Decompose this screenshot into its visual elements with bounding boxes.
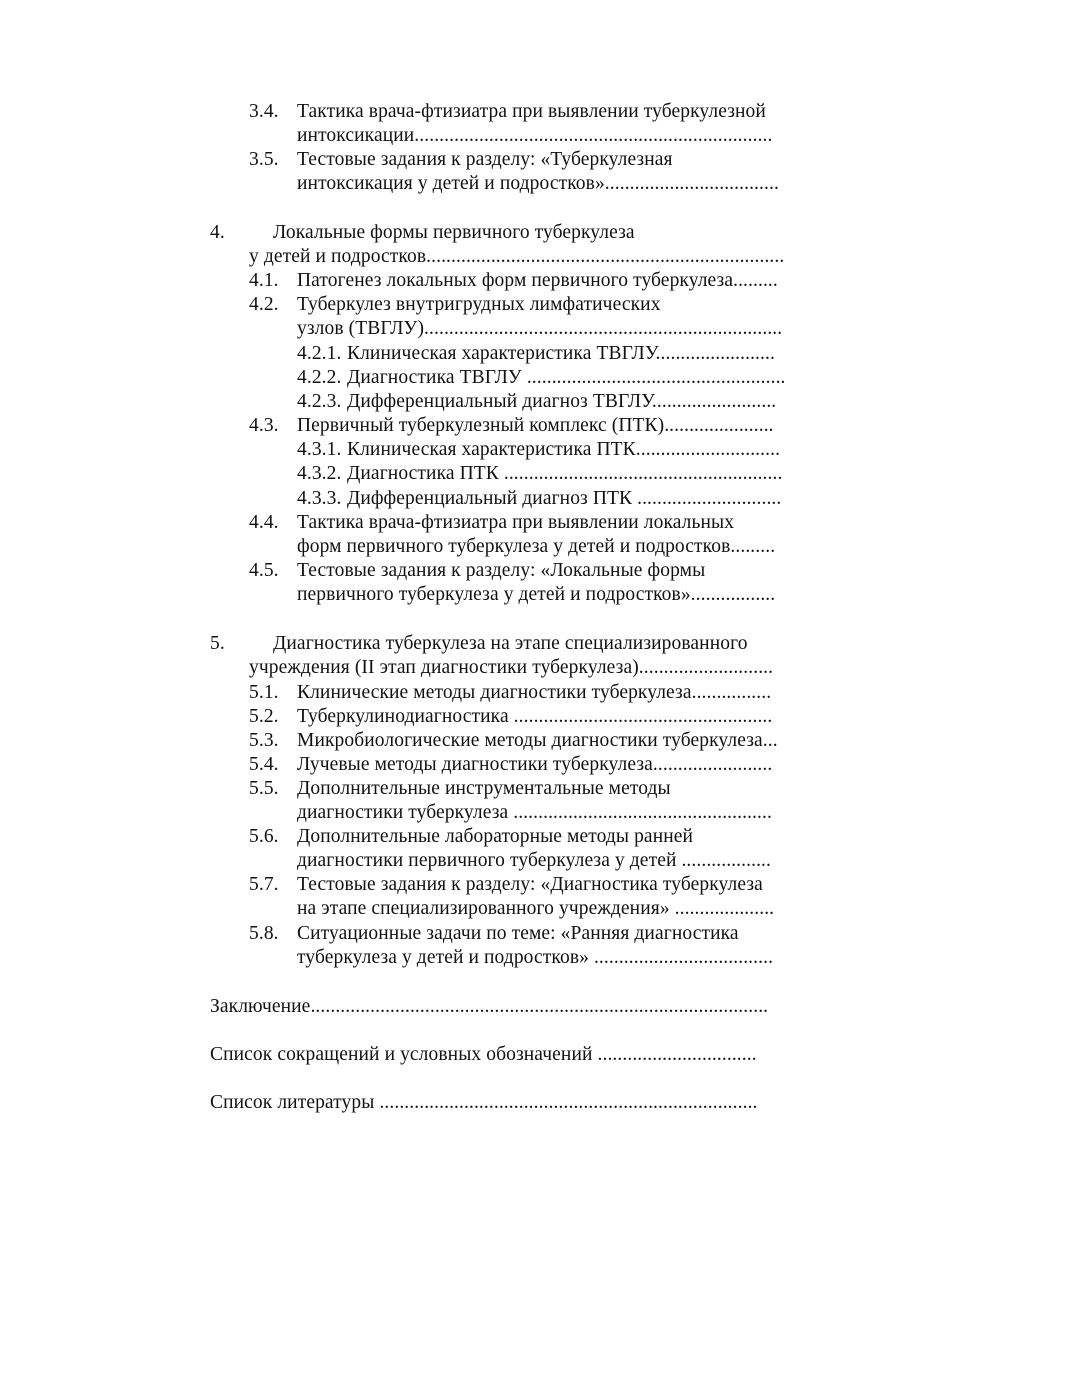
toc-entry-title-line: Тактика врача-фтизиатра при выявлении локальных [297, 512, 735, 533]
toc-entry-title-line: Туберкулинодиагностика .................................................... [297, 706, 773, 727]
toc-entry-title-line: Тактика врача-фтизиатра при выявлении туберкулезной [297, 101, 766, 122]
toc-entry-title-line: туберкулеза у детей и подростков» .................................... [297, 947, 774, 969]
toc-entry-number: 5.1. [249, 682, 279, 703]
toc-entry-title-line: Дополнительные инструментальные методы [297, 778, 671, 799]
toc-entry-number: 4.2.2. [297, 367, 342, 388]
toc-entry-title-line: форм первичного туберкулеза у детей и подростков......... [297, 536, 776, 558]
toc-entry-title-line: Дополнительные лабораторные методы ранней [297, 826, 694, 847]
toc-entry-number: 5.7. [249, 874, 279, 895]
toc-entry-number: 4.3.2. [297, 463, 342, 484]
toc-entry-title-line: Список сокращений и условных обозначений ................................ [210, 1044, 757, 1065]
toc-entry-number: 4.2.3. [297, 391, 342, 412]
toc-entry-title-line: узлов (ТВГЛУ)........................................................................ [297, 318, 783, 340]
toc-entry-title-line: Дифференциальный диагноз ТВГЛУ......................... [347, 391, 777, 412]
toc-entry-number: 4.1. [249, 270, 279, 291]
toc-entry-title-line: Локальные формы первичного туберкулеза [273, 222, 635, 243]
toc-entry-title-line: Заключение............................................................................................ [210, 996, 769, 1017]
toc-entry-title-line: Клинические методы диагностики туберкулеза................ [297, 682, 772, 703]
toc-entry-number: 5.4. [249, 754, 279, 775]
toc-entry-number: 5.5. [249, 778, 279, 799]
toc-entry-title-line: Диагностика туберкулеза на этапе специализированного [273, 633, 748, 654]
toc-entry-number: 5. [210, 633, 225, 654]
toc-entry-number: 4.3.3. [297, 488, 342, 509]
toc-entry-title-line: диагностики туберкулеза .................................................... [297, 802, 772, 824]
toc-entry-number: 4.5. [249, 560, 279, 581]
toc-entry-number: 5.8. [249, 923, 279, 944]
toc-entry-title-line: Тестовые задания к разделу: «Локальные формы [297, 560, 706, 581]
toc-entry-title-line: Клиническая характеристика ТВГЛУ........................ [347, 343, 775, 364]
toc-entry-number: 4.2.1. [297, 343, 342, 364]
toc-entry-title-line: Лучевые методы диагностики туберкулеза........................ [297, 754, 773, 775]
toc-entry-title-line: диагностики первичного туберкулеза у детей .................. [297, 850, 772, 872]
toc-entry-title-line: Клиническая характеристика ПТК............................. [347, 439, 781, 460]
toc-entry-title-line: Тестовые задания к разделу: «Диагностика туберкулеза [297, 874, 763, 895]
toc-entry-title-line: Тестовые задания к разделу: «Туберкулезная [297, 149, 673, 170]
toc-entry-title-line: Ситуационные задачи по теме: «Ранняя диагностика [297, 923, 739, 944]
toc-entry-title-line: Диагностика ПТК ........................................................ [347, 463, 783, 484]
toc-entry-title-line: Микробиологические методы диагностики туберкулеза... [297, 730, 778, 751]
toc-entry-title-line: Дифференциальный диагноз ПТК ............................. [347, 488, 782, 509]
toc-entry-title-line: интоксикация у детей и подростков»................................... [297, 173, 779, 195]
toc-entry-number: 5.3. [249, 730, 279, 751]
toc-entry-title-line: Первичный туберкулезный комплекс (ПТК)...................... [297, 415, 774, 436]
toc-entry-title-line: Список литературы ............................................................................ [210, 1092, 758, 1113]
toc-entry-title-line: Туберкулез внутригрудных лимфатических [297, 294, 661, 315]
toc-entry-number: 4.3. [249, 415, 279, 436]
toc-entry-number: 5.6. [249, 826, 279, 847]
toc-entry-title-line: у детей и подростков........................................................................ [249, 246, 785, 268]
toc-entry-title-line: первичного туберкулеза у детей и подростков»................. [297, 584, 776, 606]
toc-entry-number: 5.2. [249, 706, 279, 727]
toc-entry-number: 4. [210, 222, 225, 243]
toc-entry-title-line: учреждения (II этап диагностики туберкулеза)........................... [249, 657, 774, 679]
toc-entry-number: 4.2. [249, 294, 279, 315]
toc-entry-number: 3.5. [249, 149, 279, 170]
toc-entry-title-line: на этапе специализированного учреждения» .................... [297, 898, 775, 920]
toc-entry-title-line: интоксикации........................................................................ [297, 125, 773, 147]
toc-entry-number: 4.3.1. [297, 439, 342, 460]
toc-entry-number: 4.4. [249, 512, 279, 533]
toc-entry-title-line: Патогенез локальных форм первичного туберкулеза......... [297, 270, 778, 291]
toc-entry-number: 3.4. [249, 101, 279, 122]
toc-entry-title-line: Диагностика ТВГЛУ .................................................... [347, 367, 786, 388]
